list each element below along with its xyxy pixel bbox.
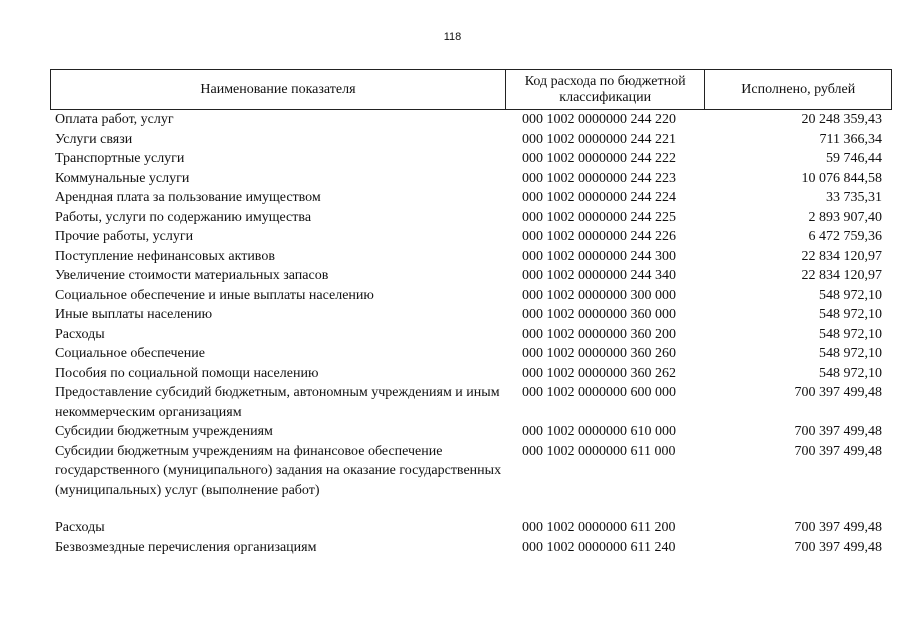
row-name: Оплата работ, услуг (55, 112, 174, 127)
table-row (50, 305, 892, 325)
table-row (50, 266, 892, 286)
budget-table (50, 69, 892, 557)
table-row (50, 383, 892, 422)
row-amount: 700 397 499,48 (794, 385, 882, 400)
table-row (50, 364, 892, 384)
table-row (50, 169, 892, 189)
table-row (50, 518, 892, 538)
row-code: 000 1002 0000000 244 340 (522, 268, 676, 283)
row-amount: 700 397 499,48 (794, 539, 882, 555)
row-amount: 548 972,10 (819, 346, 882, 361)
row-amount: 22 834 120,97 (801, 248, 882, 264)
row-code: 000 1002 0000000 610 000 (522, 424, 676, 439)
row-amount: 59 746,44 (826, 151, 882, 166)
row-code: 000 1002 0000000 244 221 (522, 131, 676, 147)
header-code: Код расхода по бюджетной классификации (506, 70, 706, 109)
row-spacer (50, 500, 892, 518)
row-amount: 6 472 759,36 (808, 229, 882, 244)
row-name: Поступление нефинансовых активов (55, 248, 275, 264)
row-name: Субсидии бюджетным учреждениям (55, 424, 273, 439)
row-name: Транспортные услуги (55, 151, 185, 166)
table-row (50, 130, 892, 150)
row-amount: 711 366,34 (819, 131, 882, 147)
row-amount: 548 972,10 (819, 365, 882, 381)
row-name: Субсидии бюджетным учреждениям на финансовое обеспечение государственного (муниципального) задания на оказание государственных (муниципальных) услуг (выполнение работ) (55, 443, 502, 498)
row-code: 000 1002 0000000 300 000 (522, 287, 676, 303)
row-code: 000 1002 0000000 244 225 (522, 209, 676, 225)
row-name: Безвозмездные перечисления организациям (55, 539, 317, 555)
table-row (50, 110, 892, 130)
table-row (50, 208, 892, 228)
row-amount: 548 972,10 (819, 307, 882, 322)
table-row (50, 286, 892, 306)
row-name: Арендная плата за пользование имуществом (55, 190, 321, 205)
row-amount: 548 972,10 (819, 287, 882, 303)
row-name: Коммунальные услуги (55, 170, 190, 186)
table-row (50, 325, 892, 345)
table-row (50, 442, 892, 501)
row-code: 000 1002 0000000 600 000 (522, 385, 676, 400)
table-row (50, 538, 892, 558)
table-row (50, 247, 892, 267)
table-row (50, 422, 892, 442)
table-row (50, 149, 892, 169)
row-code: 000 1002 0000000 611 240 (522, 539, 676, 555)
row-name: Расходы (55, 326, 105, 342)
row-code: 000 1002 0000000 244 222 (522, 151, 676, 166)
table-row (50, 227, 892, 247)
row-name: Социальное обеспечение и иные выплаты населению (55, 287, 374, 303)
row-code: 000 1002 0000000 244 224 (522, 190, 676, 205)
row-code: 000 1002 0000000 360 262 (522, 365, 676, 381)
row-name: Иные выплаты населению (55, 307, 213, 322)
row-amount: 700 397 499,48 (794, 520, 882, 535)
header-amount: Исполнено, рублей (741, 81, 856, 97)
row-name: Работы, услуги по содержанию имущества (55, 209, 312, 225)
row-amount: 700 397 499,48 (794, 443, 882, 459)
row-code: 000 1002 0000000 244 220 (522, 112, 676, 127)
row-code: 000 1002 0000000 360 260 (522, 346, 676, 361)
row-code: 000 1002 0000000 360 000 (522, 307, 676, 322)
row-amount: 20 248 359,43 (801, 112, 882, 127)
row-code: 000 1002 0000000 611 000 (522, 443, 676, 459)
row-code: 000 1002 0000000 244 226 (522, 229, 676, 244)
row-amount: 22 834 120,97 (801, 268, 882, 283)
table-header (50, 69, 892, 110)
row-name: Предоставление субсидий бюджетным, автономным учреждениям и иным некоммерческим организациям (55, 385, 500, 420)
row-name: Услуги связи (55, 131, 133, 147)
row-amount: 10 076 844,58 (801, 170, 882, 186)
row-code: 000 1002 0000000 244 223 (522, 170, 676, 186)
table-row (50, 344, 892, 364)
page-number: 118 (443, 31, 462, 43)
header-name: Наименование показателя (51, 70, 506, 109)
row-name: Увеличение стоимости материальных запасов (55, 268, 329, 283)
row-code: 000 1002 0000000 611 200 (522, 520, 676, 535)
row-amount: 548 972,10 (819, 326, 882, 342)
row-code: 000 1002 0000000 360 200 (522, 326, 676, 342)
row-name: Социальное обеспечение (55, 346, 205, 361)
row-name: Расходы (55, 520, 105, 535)
row-name: Прочие работы, услуги (55, 229, 194, 244)
row-name: Пособия по социальной помощи населению (55, 365, 319, 381)
row-code: 000 1002 0000000 244 300 (522, 248, 676, 264)
row-amount: 700 397 499,48 (794, 424, 882, 439)
table-row (50, 188, 892, 208)
row-amount: 2 893 907,40 (808, 209, 882, 225)
row-amount: 33 735,31 (826, 190, 882, 205)
